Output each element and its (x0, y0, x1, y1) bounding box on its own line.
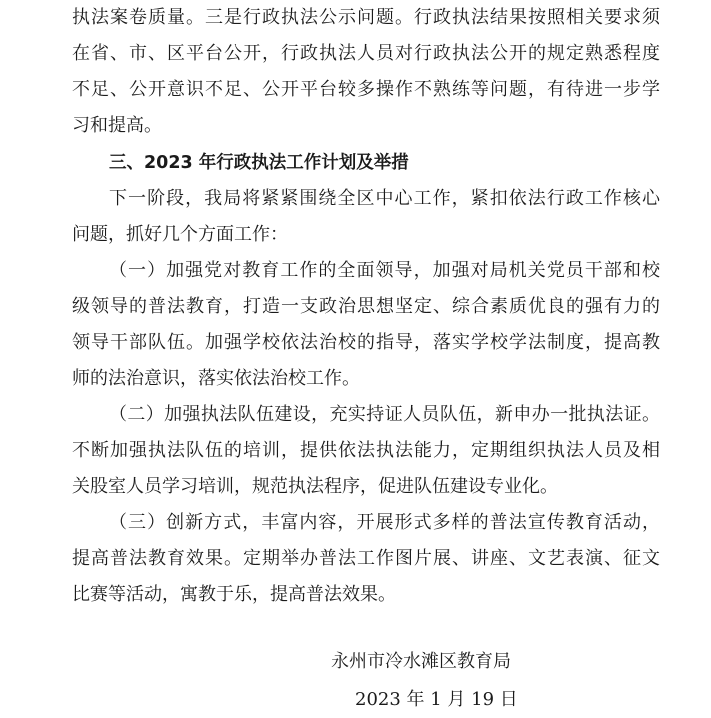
paragraph-line: （二）加强执法队伍建设，充实持证人员队伍，新申办一批执法证。 (109, 404, 660, 425)
section-heading: 三、2023 年行政执法工作计划及举措 (109, 153, 409, 173)
paragraph-line: 领导干部队伍。加强学校依法治校的指导，落实学校学法制度，提高教 (72, 332, 660, 353)
signature-date: 2023 年 1 月 19 日 (355, 689, 518, 710)
paragraph-line: 不断加强执法队伍的培训，提供依法执法能力，定期组织执法人员及相 (72, 440, 660, 461)
paragraph-line: 级领导的普法教育，打造一支政治思想坚定、综合素质优良的强有力的 (72, 296, 660, 317)
paragraph-line: 问题，抓好几个方面工作： (72, 224, 288, 245)
signature-organization: 永州市冷水滩区教育局 (331, 651, 511, 672)
paragraph-line: （三）创新方式，丰富内容，开展形式多样的普法宣传教育活动， (109, 512, 660, 533)
paragraph-line: 执法案卷质量。三是行政执法公示问题。行政执法结果按照相关要求须 (72, 7, 660, 28)
paragraph-line: 比赛等活动，寓教于乐，提高普法效果。 (72, 584, 396, 605)
paragraph-line: 不足、公开意识不足、公开平台较多操作不熟练等问题，有待进一步学 (72, 79, 660, 100)
paragraph-line: 习和提高。 (72, 115, 162, 136)
paragraph-line: 在省、市、区平台公开，行政执法人员对行政执法公开的规定熟悉程度 (72, 43, 660, 64)
paragraph-line: 关股室人员学习培训，规范执法程序，促进队伍建设专业化。 (72, 476, 558, 497)
paragraph-line: 下一阶段，我局将紧紧围绕全区中心工作，紧扣依法行政工作核心 (109, 188, 660, 209)
paragraph-line: （一）加强党对教育工作的全面领导，加强对局机关党员干部和校 (109, 260, 660, 281)
paragraph-line: 提高普法教育效果。定期举办普法工作图片展、讲座、文艺表演、征文 (72, 548, 660, 569)
paragraph-line: 师的法治意识，落实依法治校工作。 (72, 368, 360, 389)
